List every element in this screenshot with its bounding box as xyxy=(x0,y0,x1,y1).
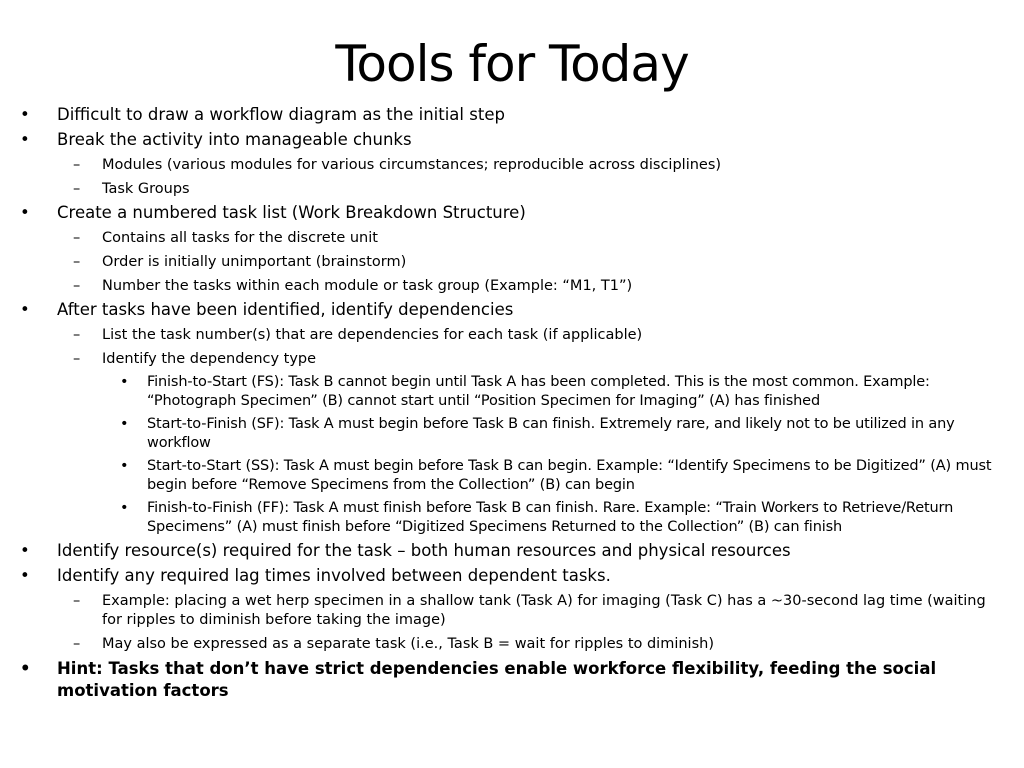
sub-sub-item-text: Start-to-Start (SS): Task A must begin before Task B can begin. Example: “Identify Specimens to be Digitized” (A) must begin before “Remove Specimens from the Collection” (B) can begin xyxy=(147,458,992,493)
sub-item xyxy=(20,180,1010,200)
dash-marker: – xyxy=(73,156,81,173)
sub-sub-item xyxy=(20,415,1010,453)
sub-item xyxy=(20,229,1010,249)
sub-sub-item xyxy=(20,499,1010,537)
bullet-item xyxy=(20,129,1010,151)
bullet-marker: • xyxy=(20,130,30,149)
sub-item xyxy=(20,592,1010,631)
bullet-text: Identify resource(s) required for the task – both human resources and physical resources xyxy=(57,541,791,560)
sub-item xyxy=(20,277,1010,297)
sub-sub-item xyxy=(20,373,1010,411)
sub-item xyxy=(20,253,1010,273)
bullet-text: After tasks have been identified, identify dependencies xyxy=(57,300,514,319)
bullet-item xyxy=(20,104,1010,126)
sub-item-text: May also be expressed as a separate task (i.e., Task B = wait for ripples to diminish) xyxy=(102,636,714,652)
bullet-marker: • xyxy=(120,374,129,390)
sub-item-text: Contains all tasks for the discrete unit xyxy=(102,229,378,246)
dash-marker: – xyxy=(73,253,81,270)
dash-marker: – xyxy=(73,277,81,294)
sub-sub-item-text: Finish-to-Start (FS): Task B cannot begin until Task A has been completed. This is the most common. Example: “Photograph Specimen” (B) cannot start until “Position Specimen for Imaging” (A) has finished xyxy=(147,374,930,409)
slide-body xyxy=(20,104,1010,702)
sub-item xyxy=(20,326,1010,346)
bullet-marker: • xyxy=(120,416,129,432)
bullet-marker: • xyxy=(20,105,30,124)
bullet-marker: • xyxy=(20,566,30,585)
hint-item xyxy=(20,658,1010,702)
bullet-item xyxy=(20,540,1010,562)
dash-marker: – xyxy=(73,180,81,197)
bullet-item xyxy=(20,565,1010,587)
sub-sub-item-text: Start-to-Finish (SF): Task A must begin before Task B can finish. Extremely rare, and likely not to be utilized in any workflow xyxy=(147,416,955,451)
sub-item-text: Modules (various modules for various circumstances; reproducible across disciplines) xyxy=(102,156,722,173)
bullet-marker: • xyxy=(120,500,129,516)
sub-item xyxy=(20,156,1010,176)
bullet-marker: • xyxy=(20,203,30,222)
bullet-item xyxy=(20,299,1010,321)
bullet-marker: • xyxy=(20,300,30,319)
slide-title: Tools for Today xyxy=(335,35,689,93)
dash-marker: – xyxy=(73,229,81,246)
hint-text: Hint: Tasks that don’t have strict dependencies enable workforce flexibility, feeding the social motivation factors xyxy=(57,658,937,700)
bullet-text: Identify any required lag times involved between dependent tasks. xyxy=(57,566,611,585)
sub-item-text: Example: placing a wet herp specimen in a shallow tank (Task A) for imaging (Task C) has a ~30-second lag time (waiting for ripples to diminish before taking the image) xyxy=(102,592,986,628)
sub-sub-item xyxy=(20,457,1010,495)
sub-item-text: Task Groups xyxy=(102,180,190,197)
sub-item-text: Order is initially unimportant (brainstorm) xyxy=(102,253,407,270)
bullet-marker: • xyxy=(20,541,30,560)
dash-marker: – xyxy=(73,350,81,367)
bullet-marker: • xyxy=(20,658,31,678)
bullet-text: Break the activity into manageable chunks xyxy=(57,130,412,149)
sub-item-text: Identify the dependency type xyxy=(102,350,317,367)
bullet-marker: • xyxy=(120,458,129,474)
dash-marker: – xyxy=(73,636,81,652)
bullet-item xyxy=(20,202,1010,224)
bullet-text: Difficult to draw a workflow diagram as the initial step xyxy=(57,105,505,124)
dash-marker: – xyxy=(73,326,81,343)
sub-sub-item-text: Finish-to-Finish (FF): Task A must finish before Task B can finish. Rare. Example: “Train Workers to Retrieve/Return Specimens” (A) must finish before “Digitized Specimens Returned to the Collection” (B) can finish xyxy=(147,500,954,535)
bullet-text: Create a numbered task list (Work Breakdown Structure) xyxy=(57,203,526,222)
sub-item-text: List the task number(s) that are dependencies for each task (if applicable) xyxy=(102,326,643,343)
sub-item xyxy=(20,635,1010,655)
dash-marker: – xyxy=(73,592,81,609)
sub-item xyxy=(20,350,1010,370)
sub-item-text: Number the tasks within each module or task group (Example: “M1, T1”) xyxy=(102,277,633,294)
